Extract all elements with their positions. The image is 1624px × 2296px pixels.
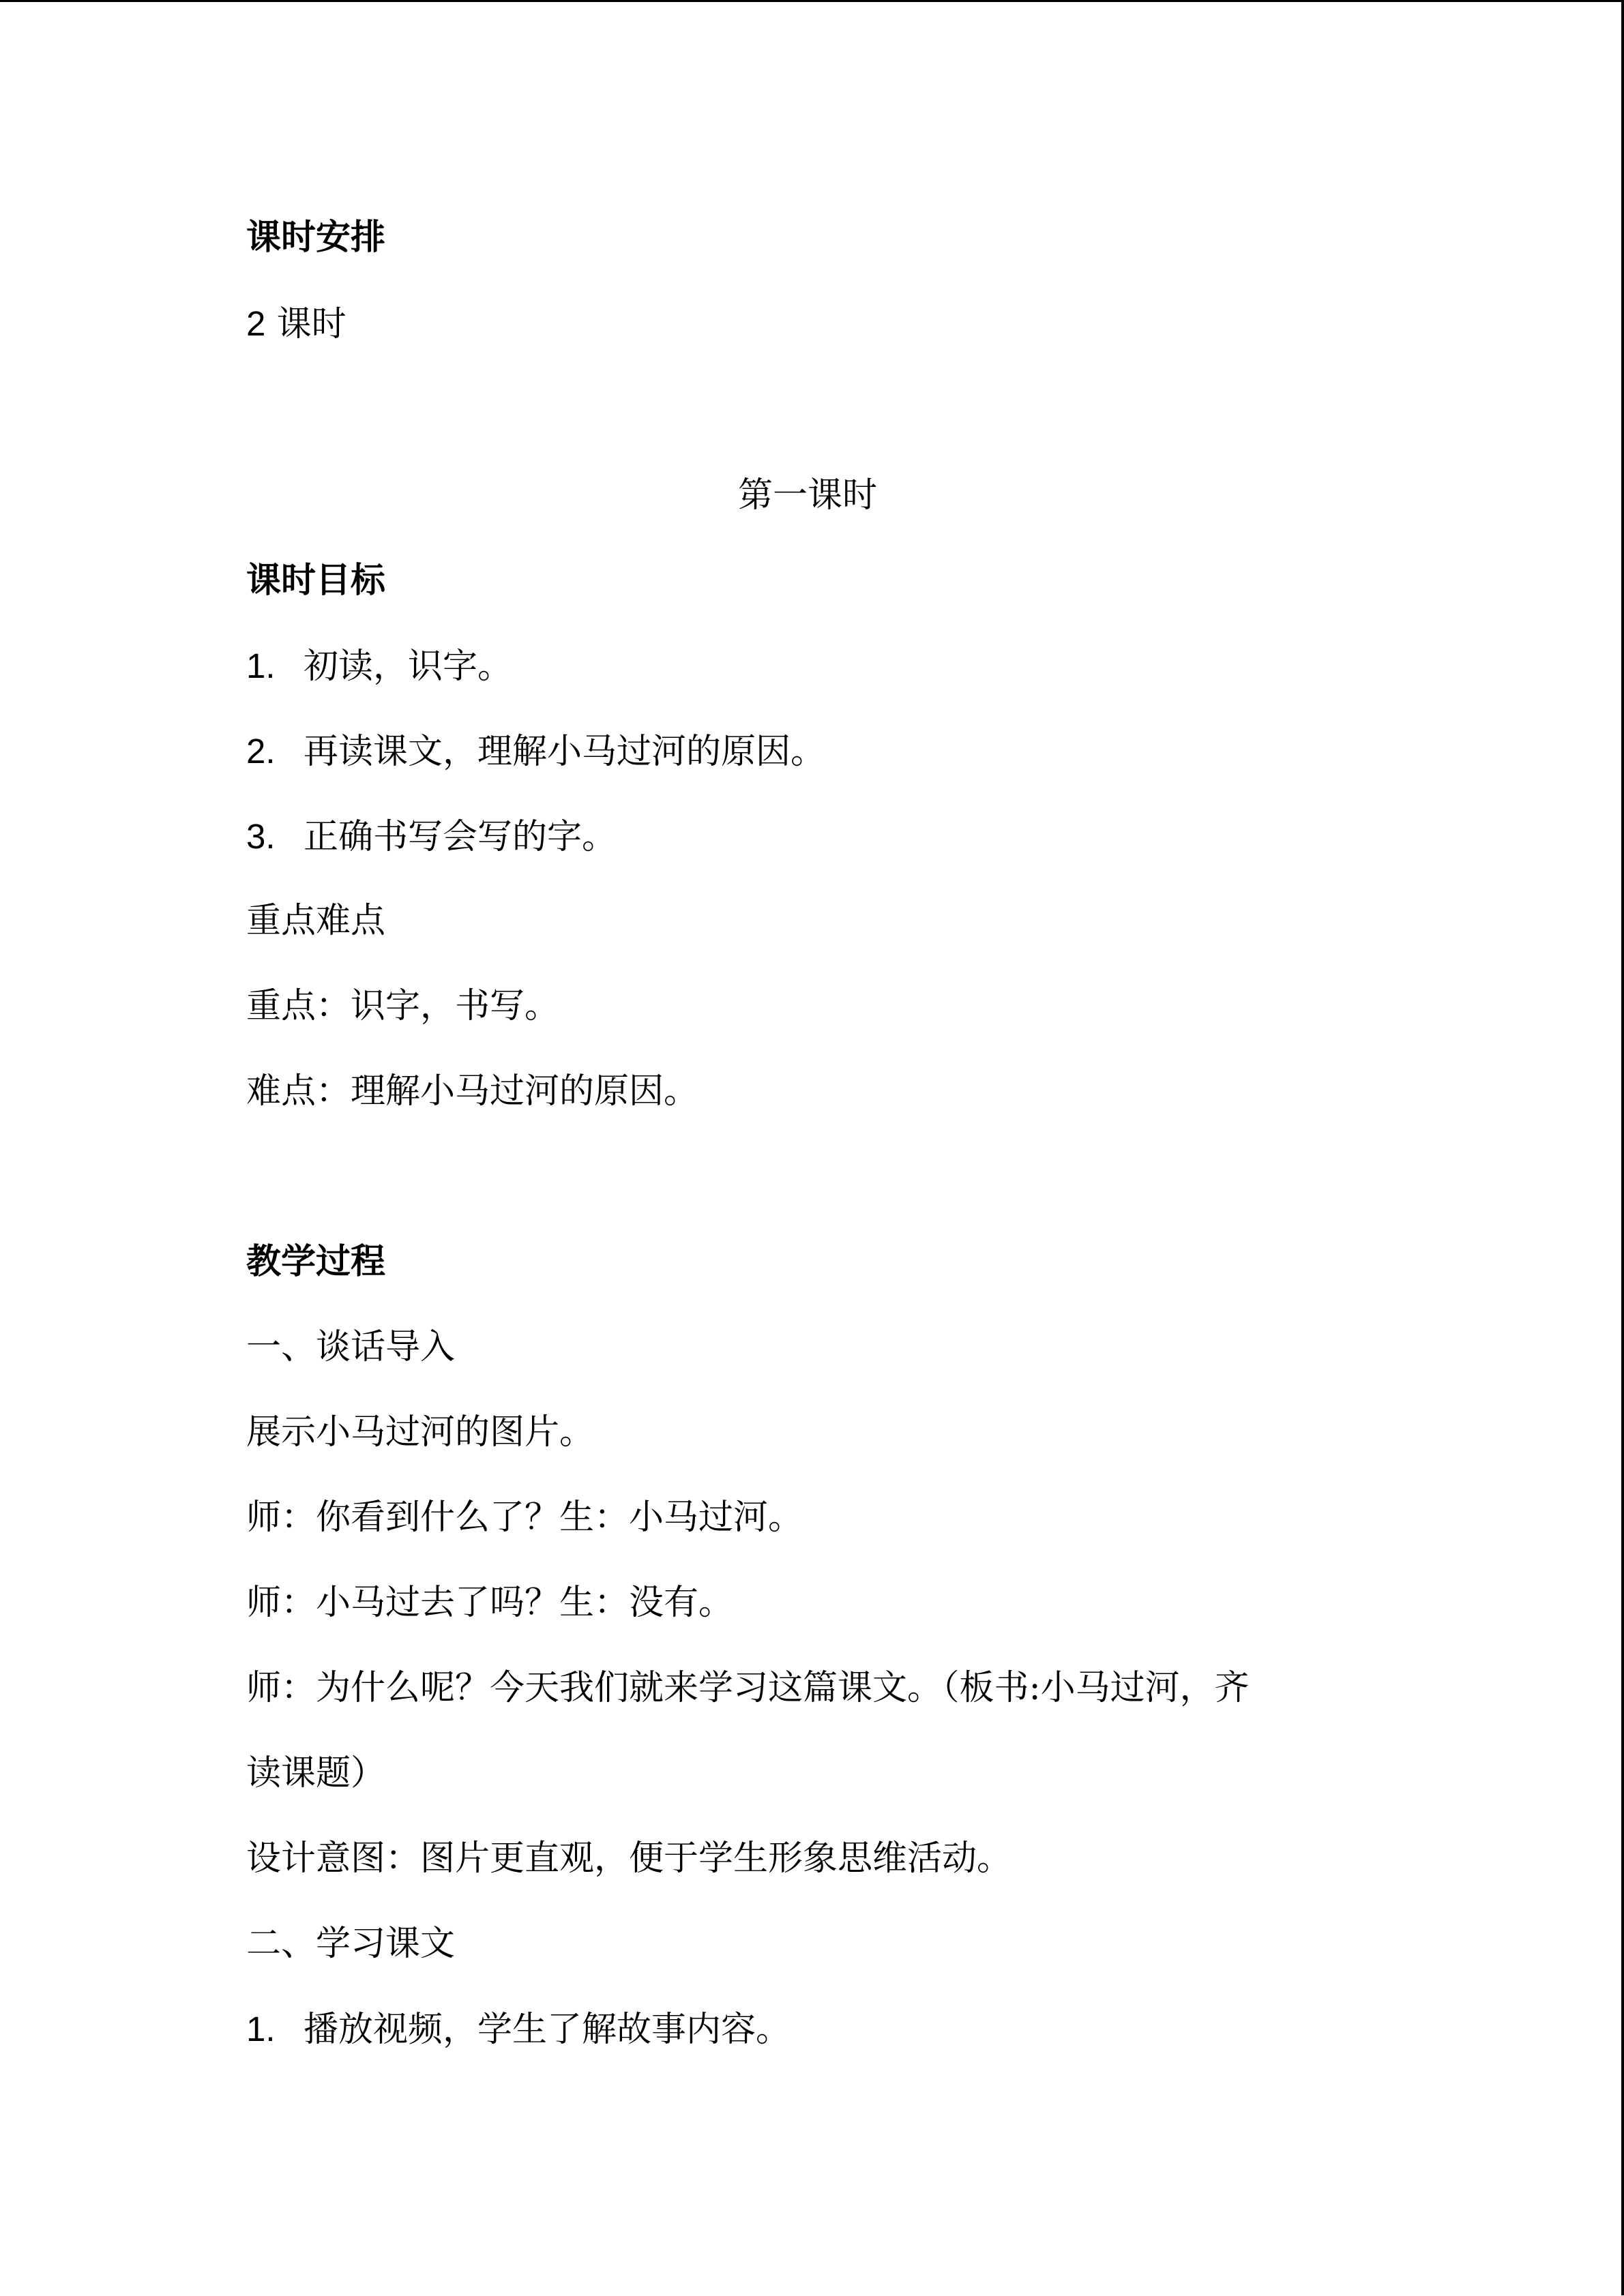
goal-item-3 [246, 815, 617, 859]
step-text: 播放视频，学生了解故事内容。 [304, 2010, 791, 2050]
goal-item-2 [246, 730, 825, 774]
difficulty-text: 难点：理解小马过河的原因。 [246, 1071, 699, 1112]
show-picture-text: 展示小马过河的图片。 [246, 1412, 595, 1452]
goal-item-1 [246, 644, 512, 689]
goals-heading: 课时目标 [246, 561, 386, 601]
keypoints-heading: 重点难点 [246, 901, 386, 941]
step-number: 1. [246, 2010, 276, 2048]
section-1-title: 一、谈话导入 [246, 1327, 456, 1367]
dialog-line-3-continued: 读课题） [246, 1753, 386, 1793]
goal-number: 3. [246, 817, 276, 856]
design-intent-text: 设计意图：图片更直观，便于学生形象思维活动。 [246, 1838, 1012, 1879]
lesson-title: 第一课时 [738, 475, 878, 516]
dialog-line-2: 师：小马过去了吗？生：没有。 [246, 1583, 734, 1623]
goal-text: 再读课文，理解小马过河的原因。 [304, 732, 826, 772]
section-2-title: 二、学习课文 [246, 1924, 456, 1964]
schedule-count [246, 302, 346, 346]
keypoint-text: 重点：识字，书写。 [246, 986, 560, 1026]
schedule-heading: 课时安排 [246, 218, 386, 258]
step-item-1 [246, 2008, 791, 2052]
goal-text: 正确书写会写的字。 [304, 817, 617, 857]
goal-number: 2. [246, 732, 276, 771]
schedule-count-text: 课时 [276, 304, 346, 344]
process-heading: 教学过程 [246, 1242, 386, 1282]
goal-text: 初读，识字。 [304, 646, 513, 687]
dialog-line-3: 师：为什么呢？今天我们就来学习这篇课文。（板书:小马过河，齐 [246, 1668, 1250, 1708]
schedule-count-number: 2 [246, 304, 266, 343]
goal-number: 1. [246, 646, 276, 685]
dialog-line-1: 师：你看到什么了？生：小马过河。 [246, 1497, 803, 1538]
